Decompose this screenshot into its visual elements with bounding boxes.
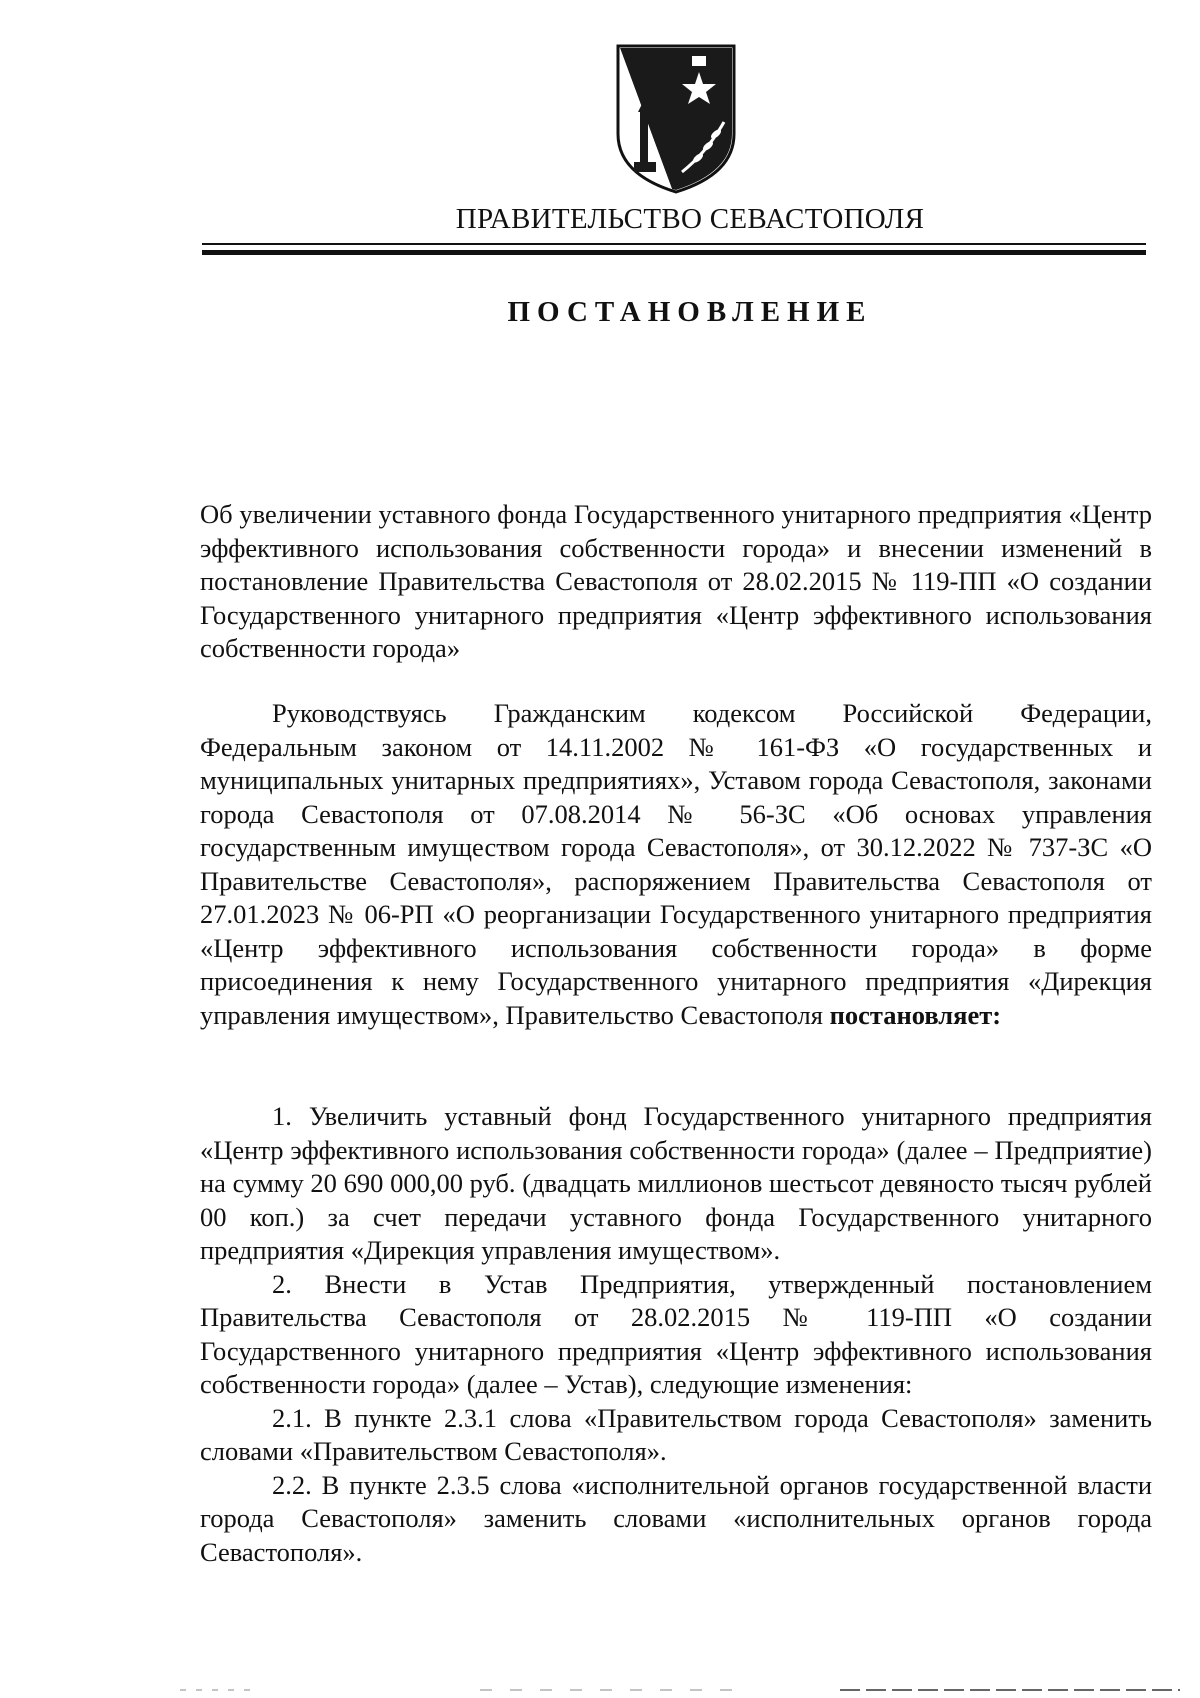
clause-2: 2. Внести в Устав Предприятия, утвержденный постановлением Правительства Севастополя от 28.02.2015 № 119-ПП «О создании Государственного унитарного предприятия «Центр эффективного использования собственности города» (далее – Устав), следующие изменения: [200,1268,1152,1399]
header-divider-thin [202,243,1146,245]
scan-edge-marks [180,1688,1180,1692]
preamble-text: Руководствуясь Гражданским кодексом Российской Федерации, Федеральным законом от 14.11.2002 № 161-ФЗ «О государственных и муниципальных унитарных предприятиях», Уставом города Севастополя, законами города Севастополя от 07.08.2014 № 56-ЗС «Об основах управления государственным имуществом города Севастополя», от 30.12.2022 № 737-ЗС «О Правительстве Севастополя», распоряжением Правительства Севастополя от 27.01.2023 № 06-РП «О реорганизации Государственного унитарного предприятия «Центр эффективного использования собственности города» в форме присоединения к нему Государственного унитарного предприятия «Дирекция управления имуществом», Правительство Севастополя [200,698,1152,1030]
document-type-heading: ПОСТАНОВЛЕНИЕ [507,296,873,328]
subject-text: Об увеличении уставного фонда Государственного унитарного предприятия «Центр эффективного использования собственности города» и внесении изменений в постановление Правительства Севастополя от 28.02.2015 № 119-ПП «О создании Государственного унитарного предприятия «Центр эффективного использования собственности города» [200,499,1152,663]
document-clauses [200,1100,1152,1569]
document-preamble [200,697,1152,1032]
clause-1: 1. Увеличить уставный фонд Государственного унитарного предприятия «Центр эффективного использования собственности города» (далее – Предприятие) на сумму 20 690 000,00 руб. (двадцать миллионов шестьсот девяносто тысяч рублей 00 коп.) за счет передачи уставного фонда Государственного унитарного предприятия «Дирекция управления имуществом». [200,1101,1152,1265]
clause-2-2: 2.2. В пункте 2.3.5 слова «исполнительной органов государственной власти города Севастополя» заменить словами «исполнительных органов города Севастополя». [200,1469,1152,1567]
clause-2-1: 2.1. В пункте 2.3.1 слова «Правительством города Севастополя» заменить словами «Правительством Севастополя». [200,1402,1152,1466]
organization-title: ПРАВИТЕЛЬСТВО СЕВАСТОПОЛЯ [455,203,925,235]
decision-word: постановляет: [829,999,1002,1030]
header-divider-thick [202,250,1146,255]
document-subject [200,498,1152,666]
sevastopol-coat-of-arms-icon [612,42,740,194]
preamble-paragraph [200,697,1152,1032]
